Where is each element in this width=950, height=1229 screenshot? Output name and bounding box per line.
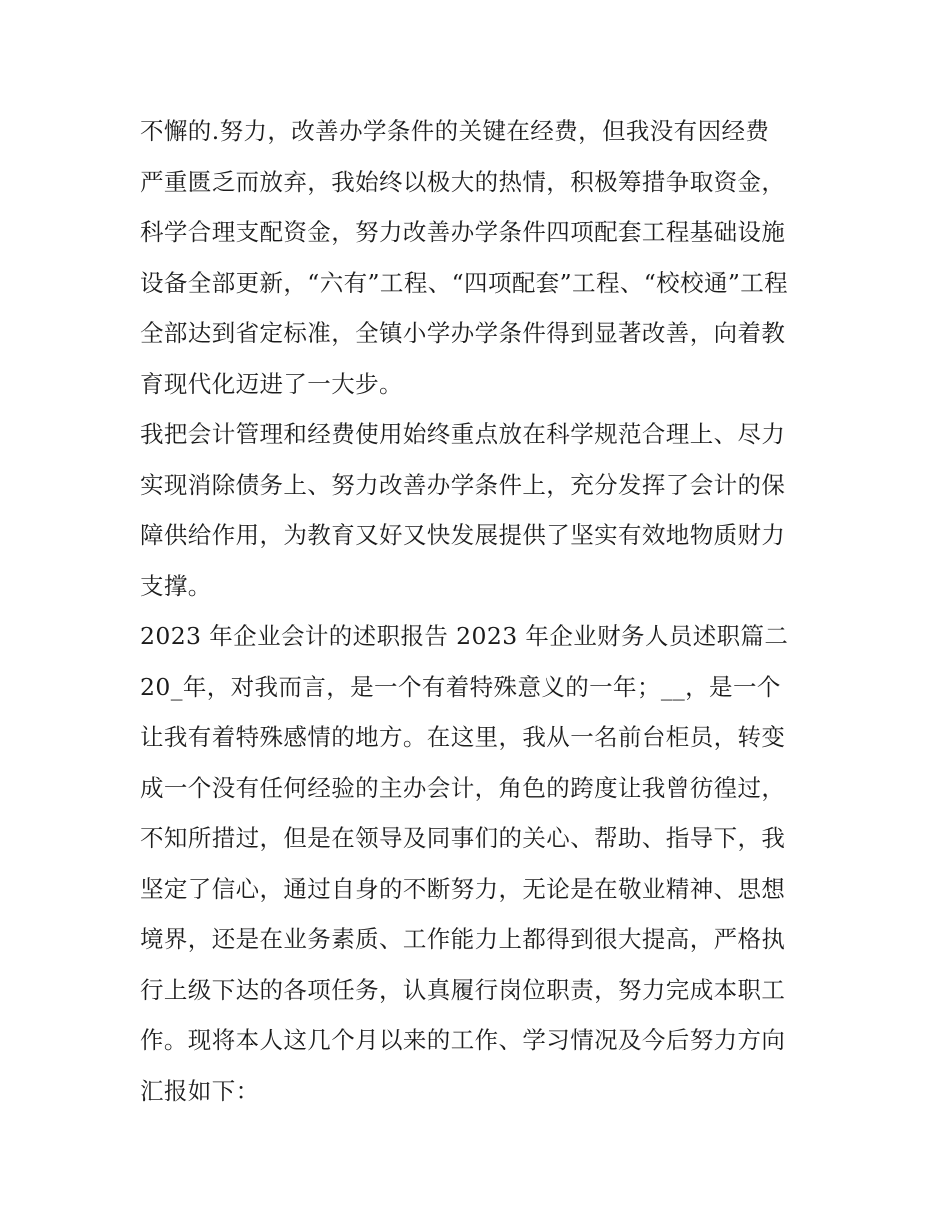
- text-line: 坚定了信心，通过自身的不断努力，无论是在敬业精神、思想: [140, 874, 786, 903]
- text-line: 成一个没有任何经验的主办会计，角色的跨度让我曾彷徨过，: [140, 773, 786, 802]
- text-line: 育现代化迈进了一大步。: [140, 369, 403, 398]
- text-line: 20_年，对我而言，是一个有着特殊意义的一年；__，是一个: [140, 672, 781, 701]
- text-line: 科学合理支配资金，努力改善办学条件四项配套工程基础设施: [140, 218, 786, 246]
- text-line: 我把会计管理和经费使用始终重点放在科学规范合理上、尽力: [140, 420, 786, 448]
- text-line: 行上级下达的各项任务，认真履行岗位职责，努力完成本职工: [140, 975, 786, 1004]
- text-line: 不懈的.努力，改善办学条件的关键在经费，但我没有因经费: [140, 117, 770, 145]
- section-heading-line: 2023 年企业会计的述职报告 2023 年企业财务人员述职篇二: [140, 622, 789, 650]
- text-line: 实现消除债务上、努力改善办学条件上，充分发挥了会计的保: [140, 470, 786, 499]
- text-line: 支撑。: [140, 571, 212, 600]
- text-line: 全部达到省定标准，全镇小学办学条件得到显著改善，向着教: [140, 319, 786, 347]
- text-line: 汇报如下：: [140, 1076, 260, 1105]
- text-line: 境界，还是在业务素质、工作能力上都得到很大提高，严格执: [140, 925, 786, 953]
- text-line: 让我有着特殊感情的地方。在这里，我从一名前台柜员，转变: [140, 723, 786, 751]
- text-line: 设备全部更新，“六有”工程、“四项配套”工程、“校校通”工程: [140, 268, 789, 297]
- text-line: 严重匮乏而放弃，我始终以极大的热情，积极筹措争取资金，: [140, 167, 786, 196]
- text-line: 作。现将本人这几个月以来的工作、学习情况及今后努力方向: [140, 1026, 786, 1054]
- text-line: 不知所措过，但是在领导及同事们的关心、帮助、指导下，我: [140, 824, 786, 852]
- text-line: 障供给作用，为教育又好又快发展提供了坚实有效地物质财力: [140, 521, 786, 549]
- document-body-text: [140, 106, 820, 1116]
